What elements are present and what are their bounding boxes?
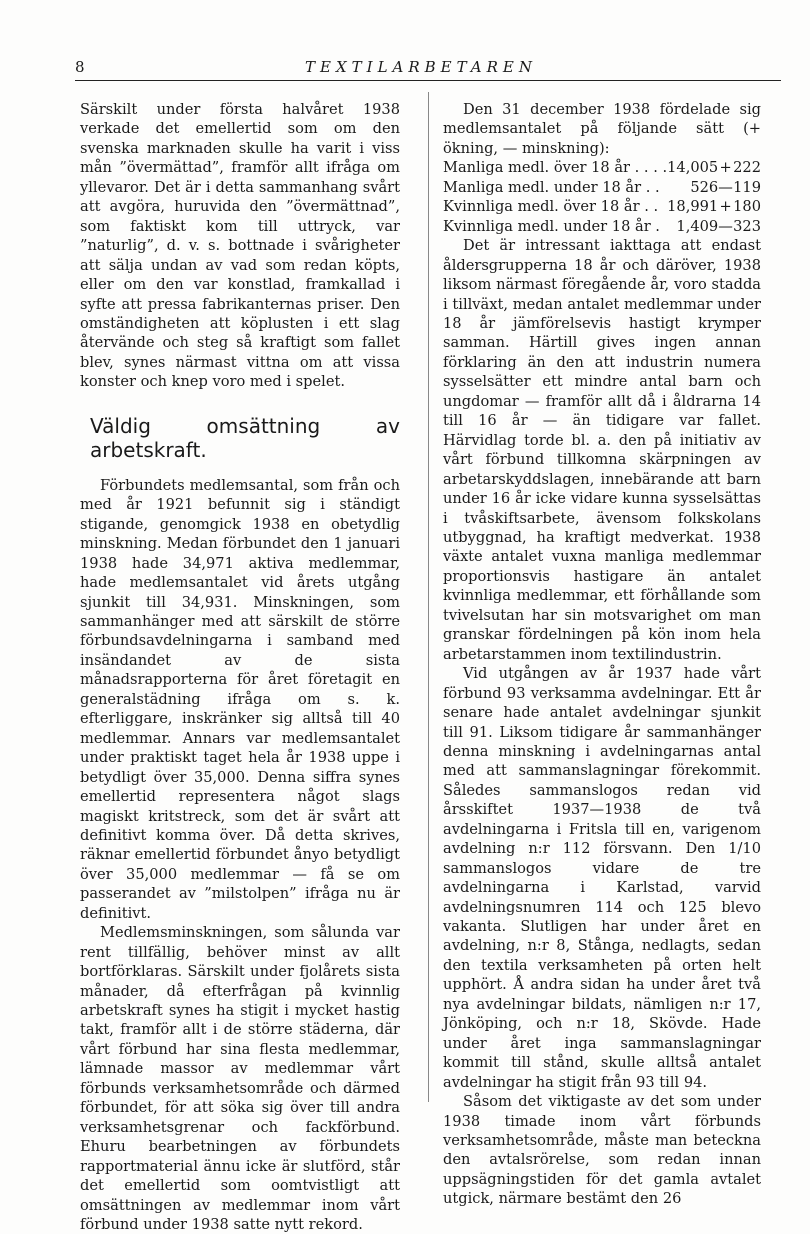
paragraph: Det är intressant iakttaga att endast åldersgrupperna 18 år och däröver, 1938 liksom närmast föregående år, voro stadda i tillväxt, medan antalet medlemmar under 18 år jämförelsevis hastigt krymper samman. Härtill gives ingen annan förklaring än den att industrin numera sysselsätter ett mindre antal barn och ungdomar — framför allt då i åldrarna 14 till 16 år — än tidigare var fallet. Härvidlag torde bl. a. den på initiativ av vårt förbund tillkomna skärpningen av arbetarskyddslagen, innebärande att barn under 16 år icke vidare kunna sysselsättas i tvåskiftsarbete, ävensom folkskolans utbyggnad, ha kraftigt medverkat. 1938 växte antalet vuxna manliga medlemmar proportionsvis hastigare än antalet kvinnliga medlemmar, ett förhållande som tvivelsutan har sin motsvarighet om man granskar fördelningen på kön inom hela arbetarstammen inom textilindustrin.: [443, 237, 761, 663]
row-change: 119: [733, 178, 761, 196]
column-divider: [428, 92, 429, 1102]
row-count: 526: [690, 178, 719, 196]
left-column: [80, 100, 400, 1234]
page-header: [75, 58, 781, 81]
row-sign: +: [719, 159, 732, 177]
row-count: 1,409: [676, 217, 719, 235]
paragraph: Särskilt under första halvåret 1938 verkade det emellertid som om den svenska marknaden skulle ha varit i viss mån ”övermättad”, framför allt ifråga om yllevaror. Det är i detta sammanhang svårt att avgöra, huruvida den ”övermättnad”, som faktiskt kom till uttryck, var ”naturlig”, d. v. s. bottnade i svårigheter att sälja undan av vad som redan köpts, eller om den var konstlad, framkallad i syfte att pressa fabrikanternas priser. Den omständigheten att köplusten i ett slag återvände och steg så kraftigt som fallet blev, synes närmast vittna om att vissa konster och knep voro med i spelet.: [80, 101, 400, 391]
paragraph: Vid utgången av år 1937 hade vårt förbund 93 verksamma avdelningar. Ett år senare hade antalet avdelningar sjunkit till 91. Liksom tidigare år sammanhänger denna minskning i avdelningarnas antal med att sammanslagningar förekommit. Således sammanslogos redan vid årsskiftet 1937—1938 de två avdelningarna i Fritsla till en, varigenom avdelning n:r 112 försvann. Den 1/10 sammanslogos vidare de tre avdelningarna i Karlstad, varvid avdelningsnumren 114 och 125 blevo vakanta. Slutligen har under året en avdelning, n:r 8, Stånga, nedlagts, sedan den textila verksamheten på orten helt upphört. Å andra sidan ha under året två nya avdelningar bildats, nämligen n:r 17, Jönköping, och n:r 18, Skövde. Hade under året inga sammanslagningar kommit till stånd, skulle alltså antalet avdelningar ha stigit från 93 till 94.: [443, 665, 761, 1091]
row-change: 180: [733, 198, 761, 216]
row-sign: —: [718, 217, 733, 235]
row-label: Kvinnliga medl. under 18 år .: [443, 217, 660, 235]
paragraph: Såsom det viktigaste av det som under 1938 timade inom vårt förbunds verksamhetsområde, måste man beteckna den avtalsrörelse, som redan innan uppsägningstiden för det gamla avtalet utgick, närmare bestämt den 26: [443, 1093, 761, 1208]
table-row: [443, 178, 761, 197]
running-title: TEXTILARBETAREN: [305, 58, 538, 76]
right-column: [443, 100, 761, 1209]
paragraph: Medlemsminskningen, som sålunda var rent tillfällig, behöver minst av allt bortförklaras. Särskilt under fjolårets sista månader, då efterfrågan på kvinnlig arbetskraft synes ha stigit i mycket hastig takt, framför allt i de större städerna, där vårt förbund har sina flesta medlemmar, lämnade massor av medlemmar vårt förbunds verksamhetsområde och därmed förbundet, för att söka sig över till andra verksamhetsgrenar och fackförbund. Ehuru bearbetningen av förbundets rapportmaterial ännu icke är slutförd, står det emellertid som oomtvistligt att omsättningen av medlemmar inom vårt förbund under 1938 satte nytt rekord.: [80, 924, 400, 1234]
row-sign: —: [718, 178, 733, 196]
table-row: [443, 197, 761, 216]
row-count: 14,005: [667, 159, 719, 177]
paragraph: Den 31 december 1938 fördelade sig medlemsantalet på följande sätt (+ ökning, — minskning):: [443, 101, 761, 157]
paragraph: Förbundets medlemsantal, som från och med år 1921 befunnit sig i ständigt stigande, genomgick 1938 en obetydlig minskning. Medan förbundet den 1 januari 1938 hade 34,971 aktiva medlemmar, hade medlemsantalet vid årets utgång sjunkit till 34,931. Minskningen, som sammanhänger med att särskilt de större förbundsavdelningarna i samband med insändandet av de sista månadsrapporterna för året företagit en generalstädning ifråga om s. k. efterliggare, inskränker sig alltså till 40 medlemmar. Annars var medlemsantalet under praktiskt taget hela år 1938 uppe i betydligt över 35,000. Denna siffra synes emellertid representera något slags magiskt kritstreck, som det är svårt att definitivt komma över. Då detta skrives, räknar emellertid förbundet ånyo betydligt över 35,000 medlemmar — få se om passerandet av ”milstolpen” ifråga nu är definitivt.: [80, 476, 400, 922]
table-row: [443, 158, 761, 177]
row-change: 222: [733, 159, 761, 177]
row-label: Manliga medl. under 18 år . .: [443, 178, 660, 196]
row-label: Kvinnliga medl. över 18 år . .: [443, 198, 659, 216]
row-change: 323: [733, 217, 761, 235]
page-number: 8: [75, 58, 85, 76]
section-heading: Väldig omsättning av arbetskraft.: [90, 413, 400, 462]
membership-table: [443, 158, 761, 236]
row-label: Manliga medl. över 18 år . . . .: [443, 159, 668, 177]
table-row: [443, 217, 761, 236]
row-sign: +: [719, 198, 732, 216]
row-count: 18,991: [667, 198, 719, 216]
